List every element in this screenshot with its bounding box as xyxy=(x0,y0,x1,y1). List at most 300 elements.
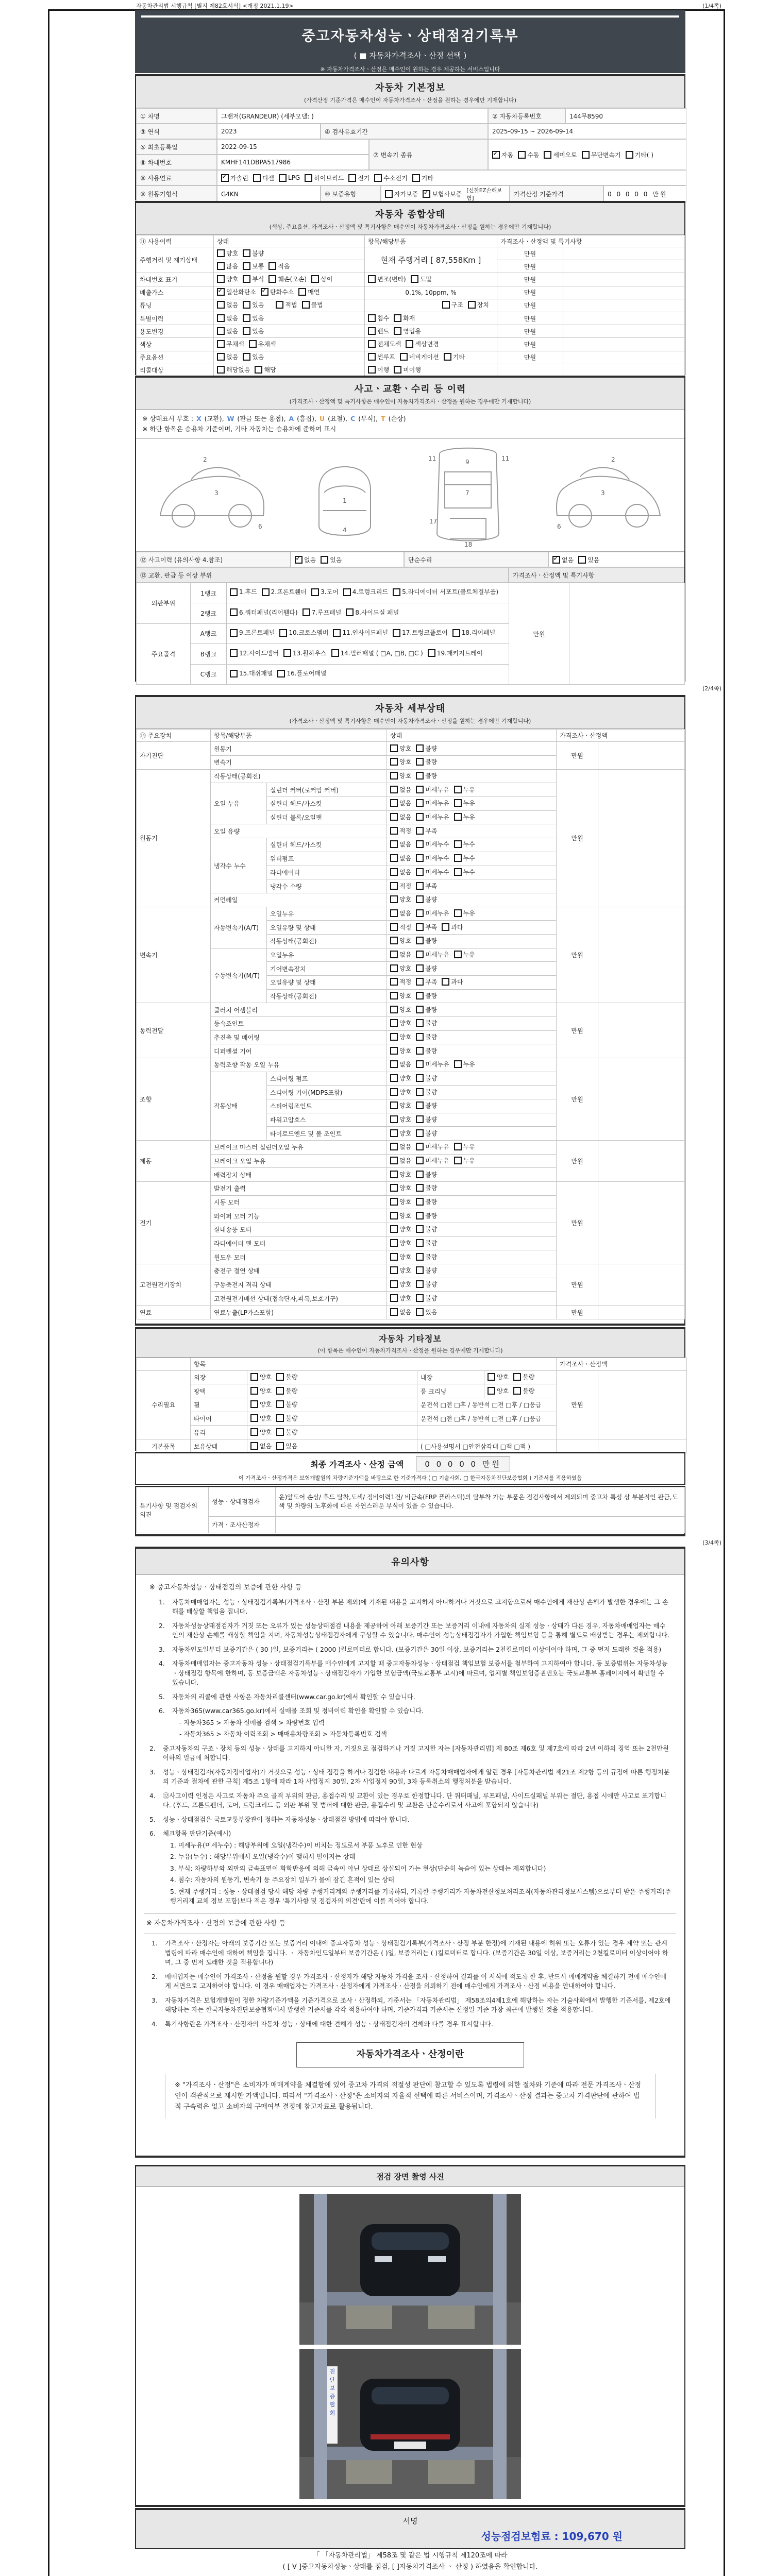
checkbox-icon[interactable] xyxy=(416,1157,424,1164)
option[interactable] xyxy=(416,1032,437,1041)
state-options[interactable] xyxy=(387,1154,557,1168)
option[interactable] xyxy=(230,668,273,679)
checkbox-icon[interactable] xyxy=(416,813,424,821)
option[interactable] xyxy=(333,628,388,638)
state-options[interactable] xyxy=(387,797,557,811)
checkbox-icon[interactable] xyxy=(390,744,398,752)
option[interactable] xyxy=(390,1308,411,1316)
option[interactable] xyxy=(390,799,411,807)
checkbox-icon[interactable] xyxy=(390,1047,398,1055)
checkbox-icon[interactable] xyxy=(416,1101,424,1109)
checkbox-icon[interactable] xyxy=(416,992,424,999)
checkbox-icon[interactable] xyxy=(518,151,526,159)
history-options[interactable] xyxy=(291,552,404,567)
option[interactable] xyxy=(243,314,264,323)
option[interactable] xyxy=(416,1252,437,1261)
option[interactable] xyxy=(416,895,437,904)
state-options[interactable] xyxy=(387,1086,557,1099)
option[interactable] xyxy=(390,1183,411,1192)
option[interactable] xyxy=(250,1386,272,1395)
option[interactable] xyxy=(243,262,264,270)
option[interactable] xyxy=(454,950,475,959)
extra-options[interactable]: 운전석 □전 □후 / 동반석 □전 □후 / □응급 xyxy=(417,1398,557,1412)
checkbox-icon[interactable] xyxy=(423,190,430,198)
option[interactable] xyxy=(454,785,475,794)
checkbox-icon[interactable] xyxy=(276,1387,284,1395)
option[interactable] xyxy=(416,1156,449,1165)
option[interactable] xyxy=(390,1060,411,1069)
state-options[interactable] xyxy=(387,1168,557,1182)
option[interactable] xyxy=(454,868,475,876)
checkbox-icon[interactable] xyxy=(368,366,376,374)
state-options[interactable] xyxy=(387,1113,557,1127)
option[interactable] xyxy=(416,868,449,876)
checkbox-icon[interactable] xyxy=(250,1400,258,1408)
checkbox-icon[interactable] xyxy=(544,151,551,159)
checkbox-icon[interactable] xyxy=(488,1387,495,1395)
option[interactable] xyxy=(243,275,264,283)
option[interactable] xyxy=(276,300,297,309)
checkbox-icon[interactable] xyxy=(250,1442,258,1450)
option[interactable] xyxy=(416,936,437,945)
checkbox-icon[interactable] xyxy=(416,923,424,931)
checkbox-icon[interactable] xyxy=(416,1060,424,1068)
checkbox-icon[interactable] xyxy=(321,556,328,564)
base-price-value[interactable]: 0 0 0 0 0 만원 xyxy=(603,185,686,202)
option[interactable] xyxy=(368,314,389,323)
checkbox-icon[interactable] xyxy=(416,1280,424,1288)
checkbox-icon[interactable] xyxy=(416,882,424,890)
option[interactable] xyxy=(390,1088,411,1096)
option[interactable] xyxy=(416,1211,437,1220)
option[interactable] xyxy=(221,174,248,182)
checkbox-icon[interactable] xyxy=(390,854,398,862)
state-options[interactable] xyxy=(247,1439,417,1453)
option[interactable] xyxy=(390,936,411,945)
state-options[interactable] xyxy=(387,1099,557,1113)
item-cell[interactable]: 0.1%, 10ppm, % xyxy=(365,286,497,299)
checkbox-icon[interactable] xyxy=(243,262,250,270)
state-options[interactable] xyxy=(214,312,365,325)
checkbox-icon[interactable] xyxy=(217,314,225,322)
option[interactable] xyxy=(390,1294,411,1302)
checkbox-icon[interactable] xyxy=(277,670,285,677)
checkbox-icon[interactable] xyxy=(454,951,462,958)
checkbox-icon[interactable] xyxy=(416,1184,424,1192)
option[interactable] xyxy=(416,1060,449,1069)
checkbox-icon[interactable] xyxy=(390,992,398,999)
checkbox-icon[interactable] xyxy=(230,670,238,677)
checkbox-icon[interactable] xyxy=(416,1308,424,1316)
state-options[interactable] xyxy=(387,907,557,921)
checkbox-icon[interactable] xyxy=(626,151,633,159)
option[interactable] xyxy=(390,1101,411,1110)
checkbox-icon[interactable] xyxy=(452,629,460,637)
option[interactable] xyxy=(390,1280,411,1289)
state-options[interactable] xyxy=(387,783,557,797)
option[interactable] xyxy=(390,771,411,780)
checkbox-icon[interactable] xyxy=(230,608,238,616)
option[interactable] xyxy=(416,950,449,959)
checkbox-icon[interactable] xyxy=(217,288,225,296)
option[interactable] xyxy=(444,352,465,361)
checkbox-icon[interactable] xyxy=(390,1294,398,1302)
state-options[interactable] xyxy=(387,742,557,756)
checkbox-icon[interactable] xyxy=(513,1373,521,1381)
option[interactable] xyxy=(416,854,449,862)
inspector-comment[interactable]: 운)앞도어 손상/ 후드 탈착,도색/ 정비이력1건/ 비금속(FRP 플라스틱)의 탈부착 가능 부품은 점검사항에서 제외되며 중고차 특성 상 부분적인 판금,도색 및 차량의 노후화에 따른 자연스러운 부식이 있을 수 있습니다. xyxy=(276,1487,685,1517)
option[interactable] xyxy=(442,300,463,309)
checkbox-icon[interactable] xyxy=(416,799,424,807)
checkbox-icon[interactable] xyxy=(390,964,398,972)
checkbox-icon[interactable] xyxy=(390,1060,398,1068)
option[interactable] xyxy=(268,275,307,283)
option[interactable] xyxy=(416,1183,437,1192)
checkbox-icon[interactable] xyxy=(249,340,257,348)
state-options[interactable] xyxy=(387,824,557,838)
option[interactable] xyxy=(217,365,250,374)
checkbox-icon[interactable] xyxy=(416,909,424,917)
checkbox-icon[interactable] xyxy=(390,978,398,986)
checkbox-icon[interactable] xyxy=(217,275,225,283)
checkbox-icon[interactable] xyxy=(390,813,398,821)
checkbox-icon[interactable] xyxy=(416,1266,424,1274)
state-options[interactable] xyxy=(387,1306,557,1319)
option[interactable] xyxy=(416,1046,437,1055)
checkbox-icon[interactable] xyxy=(468,301,476,309)
option[interactable] xyxy=(276,1386,297,1395)
option[interactable] xyxy=(255,365,276,374)
state-options[interactable] xyxy=(387,948,557,962)
option[interactable] xyxy=(217,340,244,348)
option[interactable] xyxy=(217,262,238,270)
checkbox-icon[interactable] xyxy=(243,275,250,283)
option[interactable] xyxy=(416,1280,437,1289)
checkbox-icon[interactable] xyxy=(255,366,262,374)
option[interactable] xyxy=(416,1197,437,1206)
option[interactable] xyxy=(390,964,411,973)
option[interactable] xyxy=(368,275,406,283)
option[interactable] xyxy=(390,785,411,794)
state-options[interactable] xyxy=(484,1384,557,1398)
checkbox-icon[interactable] xyxy=(416,1225,424,1233)
option[interactable] xyxy=(416,1088,437,1096)
state-options[interactable] xyxy=(387,934,557,948)
checkbox-icon[interactable] xyxy=(243,314,250,322)
option[interactable] xyxy=(454,812,475,821)
option[interactable] xyxy=(390,868,411,876)
option[interactable] xyxy=(390,744,411,753)
checkbox-icon[interactable] xyxy=(394,366,401,374)
option[interactable] xyxy=(230,587,257,597)
state-options[interactable] xyxy=(214,351,365,364)
transmission-options[interactable] xyxy=(488,139,686,170)
option[interactable] xyxy=(416,1115,437,1124)
option[interactable] xyxy=(390,1074,411,1082)
option[interactable] xyxy=(416,785,449,794)
option[interactable] xyxy=(303,607,342,618)
car-name-value[interactable]: 그랜저(GRANDEUR) (세부모델: ) xyxy=(217,108,488,124)
checkbox-icon[interactable] xyxy=(230,649,238,657)
checkbox-icon[interactable] xyxy=(276,1373,284,1381)
checkbox-icon[interactable] xyxy=(276,1428,284,1436)
state-options[interactable] xyxy=(214,325,365,338)
item-cell[interactable] xyxy=(365,325,497,338)
option[interactable] xyxy=(390,1019,411,1027)
checkbox-icon[interactable] xyxy=(390,840,398,848)
checkbox-icon[interactable] xyxy=(390,1006,398,1013)
option[interactable] xyxy=(348,174,369,182)
checkbox-icon[interactable] xyxy=(393,588,400,596)
item-cell[interactable] xyxy=(365,364,497,377)
checkbox-icon[interactable] xyxy=(311,275,319,283)
option[interactable] xyxy=(416,1129,437,1138)
state-options[interactable] xyxy=(214,260,365,273)
state-options[interactable] xyxy=(247,1412,417,1426)
state-options[interactable] xyxy=(387,1016,557,1030)
option[interactable] xyxy=(390,895,411,904)
option[interactable] xyxy=(416,757,437,766)
option[interactable] xyxy=(250,1428,272,1436)
checkbox-icon[interactable] xyxy=(348,174,356,182)
state-options[interactable] xyxy=(387,921,557,935)
checkbox-icon[interactable] xyxy=(390,1143,398,1150)
checkbox-icon[interactable] xyxy=(416,1129,424,1137)
checkbox-icon[interactable] xyxy=(390,1101,398,1109)
simple-repair-options[interactable] xyxy=(548,552,684,567)
option[interactable] xyxy=(416,840,449,849)
checkbox-icon[interactable] xyxy=(390,1239,398,1247)
option[interactable] xyxy=(454,854,475,862)
option[interactable] xyxy=(390,854,411,862)
checkbox-icon[interactable] xyxy=(444,353,451,361)
option[interactable] xyxy=(368,340,401,348)
checkbox-icon[interactable] xyxy=(416,895,424,903)
state-options[interactable] xyxy=(387,989,557,1003)
option[interactable] xyxy=(442,923,463,931)
checkbox-icon[interactable] xyxy=(368,340,376,348)
checkbox-icon[interactable] xyxy=(454,799,462,807)
checkbox-icon[interactable] xyxy=(302,301,310,309)
checkbox-icon[interactable] xyxy=(428,649,435,657)
state-options[interactable] xyxy=(387,756,557,770)
checkbox-icon[interactable] xyxy=(390,923,398,931)
engine-type-value[interactable]: G4KN xyxy=(217,185,321,202)
option[interactable] xyxy=(454,799,475,807)
checkbox-icon[interactable] xyxy=(276,301,283,309)
checkbox-icon[interactable] xyxy=(390,1157,398,1164)
checkbox-icon[interactable] xyxy=(250,1414,258,1422)
final-price-value[interactable]: 0 0 0 0 0 만원 xyxy=(416,1456,510,1471)
checkbox-icon[interactable] xyxy=(390,799,398,807)
state-options[interactable] xyxy=(214,273,365,286)
option[interactable] xyxy=(390,1225,411,1233)
year-value[interactable]: 2023 xyxy=(217,124,321,139)
checkbox-icon[interactable] xyxy=(454,840,462,848)
checkbox-icon[interactable] xyxy=(217,340,225,348)
checkbox-icon[interactable] xyxy=(416,937,424,944)
item-cell[interactable] xyxy=(365,312,497,325)
state-options[interactable] xyxy=(387,769,557,783)
checkbox-icon[interactable] xyxy=(243,353,250,361)
checkbox-icon[interactable] xyxy=(303,608,310,616)
checkbox-icon[interactable] xyxy=(454,868,462,876)
checkbox-icon[interactable] xyxy=(412,174,420,182)
option[interactable] xyxy=(295,555,316,564)
checkbox-icon[interactable] xyxy=(390,1198,398,1206)
state-options[interactable] xyxy=(387,1058,557,1072)
checkbox-icon[interactable] xyxy=(394,327,401,335)
option[interactable] xyxy=(279,174,300,182)
option[interactable] xyxy=(390,1032,411,1041)
option[interactable] xyxy=(416,1005,437,1014)
checkbox-icon[interactable] xyxy=(390,1308,398,1316)
option[interactable] xyxy=(416,909,449,918)
checkbox-icon[interactable] xyxy=(416,1074,424,1082)
rank-items[interactable] xyxy=(227,644,509,664)
option[interactable] xyxy=(390,977,411,986)
option[interactable] xyxy=(250,1372,272,1381)
checkbox-icon[interactable] xyxy=(416,951,424,958)
checkbox-icon[interactable] xyxy=(394,314,401,322)
checkbox-icon[interactable] xyxy=(253,174,261,182)
state-options[interactable] xyxy=(387,1140,557,1154)
checkbox-icon[interactable] xyxy=(390,1074,398,1082)
option[interactable] xyxy=(393,587,498,597)
checkbox-icon[interactable] xyxy=(221,174,229,182)
state-options[interactable] xyxy=(387,1292,557,1306)
checkbox-icon[interactable] xyxy=(416,854,424,862)
state-options[interactable] xyxy=(387,1209,557,1223)
checkbox-icon[interactable] xyxy=(454,1157,462,1164)
option[interactable] xyxy=(243,249,264,258)
option[interactable] xyxy=(416,1101,437,1110)
option[interactable] xyxy=(268,262,290,270)
checkbox-icon[interactable] xyxy=(243,249,250,257)
option[interactable] xyxy=(217,314,238,323)
checkbox-icon[interactable] xyxy=(390,1171,398,1178)
checkbox-icon[interactable] xyxy=(454,1060,462,1068)
option[interactable] xyxy=(262,587,307,597)
checkbox-icon[interactable] xyxy=(390,1115,398,1123)
option[interactable] xyxy=(488,1386,509,1395)
checkbox-icon[interactable] xyxy=(390,772,398,779)
option[interactable] xyxy=(311,275,332,283)
state-options[interactable] xyxy=(387,1236,557,1250)
checkbox-icon[interactable] xyxy=(217,353,225,361)
option[interactable] xyxy=(243,327,264,335)
checkbox-icon[interactable] xyxy=(552,556,560,564)
option[interactable] xyxy=(394,365,421,374)
state-extra[interactable] xyxy=(276,303,327,310)
state-options[interactable] xyxy=(387,962,557,976)
option[interactable] xyxy=(416,1142,449,1151)
option[interactable] xyxy=(390,1252,411,1261)
state-options[interactable] xyxy=(247,1398,417,1412)
checkbox-icon[interactable] xyxy=(416,868,424,876)
option[interactable] xyxy=(416,991,437,1000)
checkbox-icon[interactable] xyxy=(442,923,449,931)
checkbox-icon[interactable] xyxy=(368,314,376,322)
checkbox-icon[interactable] xyxy=(416,827,424,835)
option[interactable] xyxy=(454,840,475,849)
option[interactable] xyxy=(390,826,411,835)
checkbox-icon[interactable] xyxy=(400,353,408,361)
state-options[interactable] xyxy=(247,1384,417,1398)
option[interactable] xyxy=(390,950,411,959)
checkbox-icon[interactable] xyxy=(333,629,341,637)
checkbox-icon[interactable] xyxy=(368,327,376,335)
option[interactable] xyxy=(513,1386,534,1395)
checkbox-icon[interactable] xyxy=(390,909,398,917)
state-options[interactable] xyxy=(387,1003,557,1017)
checkbox-icon[interactable] xyxy=(416,1019,424,1027)
checkbox-icon[interactable] xyxy=(416,758,424,766)
option[interactable] xyxy=(343,587,388,597)
state-options[interactable] xyxy=(387,1223,557,1236)
option[interactable] xyxy=(276,1414,297,1422)
checkbox-icon[interactable] xyxy=(416,772,424,779)
state-options[interactable] xyxy=(387,1278,557,1292)
option[interactable] xyxy=(412,174,433,182)
checkbox-icon[interactable] xyxy=(305,174,312,182)
option[interactable] xyxy=(626,150,653,159)
state-options[interactable] xyxy=(214,338,365,351)
checkbox-icon[interactable] xyxy=(513,1387,521,1395)
state-options[interactable] xyxy=(387,810,557,824)
rank-items[interactable] xyxy=(227,603,509,623)
option[interactable] xyxy=(454,909,475,918)
checkbox-icon[interactable] xyxy=(295,556,303,564)
state-options[interactable] xyxy=(247,1370,417,1384)
option[interactable] xyxy=(302,300,323,309)
option[interactable] xyxy=(416,964,437,973)
option[interactable] xyxy=(552,555,574,564)
state-options[interactable] xyxy=(387,1250,557,1264)
option[interactable] xyxy=(368,365,389,374)
checkbox-icon[interactable] xyxy=(230,588,238,596)
option[interactable] xyxy=(416,771,437,780)
option[interactable] xyxy=(416,1308,437,1316)
option[interactable] xyxy=(243,352,264,361)
option[interactable] xyxy=(544,150,577,159)
option[interactable] xyxy=(390,882,411,890)
option[interactable] xyxy=(416,882,437,890)
reg-no-value[interactable]: 144무8590 xyxy=(565,108,686,124)
option[interactable] xyxy=(582,150,621,159)
checkbox-icon[interactable] xyxy=(390,1280,398,1288)
checkbox-icon[interactable] xyxy=(390,1225,398,1233)
state-options[interactable] xyxy=(247,1426,417,1439)
item-cell[interactable] xyxy=(365,338,497,351)
option[interactable] xyxy=(253,174,274,182)
checkbox-icon[interactable] xyxy=(416,1115,424,1123)
checkbox-icon[interactable] xyxy=(243,327,250,335)
option[interactable] xyxy=(390,840,411,849)
checkbox-icon[interactable] xyxy=(416,1033,424,1041)
option[interactable] xyxy=(276,1442,297,1450)
option[interactable] xyxy=(390,923,411,931)
vin-value[interactable]: KMHF141DBPA517986 xyxy=(217,155,369,170)
checkbox-icon[interactable] xyxy=(416,1239,424,1247)
extra-options[interactable]: ( □사용설명서 □안전삼각대 □잭 □잭 ) xyxy=(417,1439,557,1453)
option[interactable] xyxy=(390,812,411,821)
option[interactable] xyxy=(368,352,395,361)
checkbox-icon[interactable] xyxy=(578,556,586,564)
option[interactable] xyxy=(283,648,326,658)
checkbox-icon[interactable] xyxy=(230,629,238,637)
option[interactable] xyxy=(390,1115,411,1124)
